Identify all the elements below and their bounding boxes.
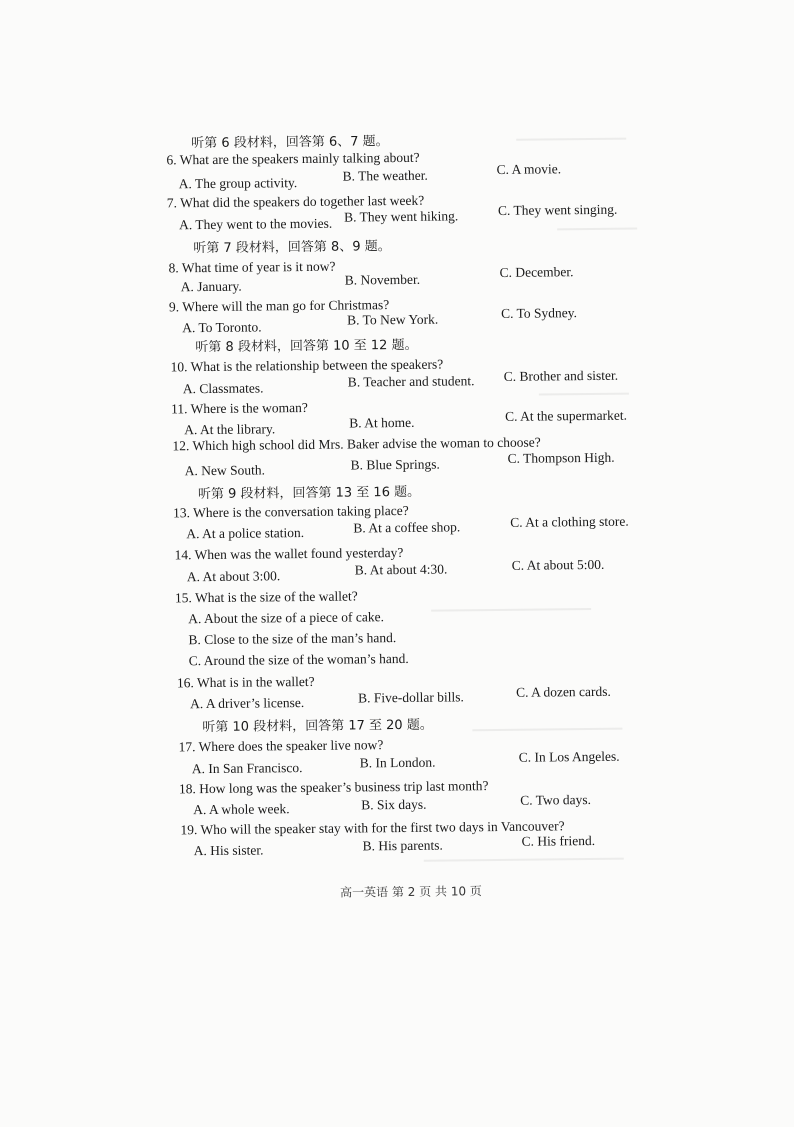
bleed-through-mark: [431, 608, 591, 612]
option-15a: A. About the size of a piece of cake.: [188, 609, 384, 627]
option-18b: B. Six days.: [361, 796, 427, 813]
option-7a: A. They went to the movies.: [179, 215, 333, 233]
question-10: 10. What is the relationship between the speakers?: [170, 356, 444, 375]
question-16: 16. What is in the wallet?: [176, 673, 315, 691]
option-12b: B. Blue Springs.: [350, 456, 440, 473]
option-11b: B. At home.: [349, 414, 415, 431]
question-12: 12. Which high school did Mrs. Baker advise the woman to choose?: [172, 434, 541, 454]
question-9: 9. Where will the man go for Christmas?: [168, 297, 390, 315]
option-8c: C. December.: [499, 264, 574, 280]
section-instruction: 听第 6 段材料，回答第 6、7 题。: [191, 134, 389, 152]
question-6: 6. What are the speakers mainly talking about?: [166, 149, 420, 168]
option-12a: A. New South.: [184, 462, 266, 479]
option-12c: C. Thompson High.: [507, 449, 615, 466]
option-14b: B. At about 4:30.: [354, 561, 448, 578]
option-8b: B. November.: [344, 271, 421, 288]
question-17: 17. Where does the speaker live now?: [178, 737, 384, 755]
option-10b: B. Teacher and student.: [347, 373, 475, 390]
section-instruction: 听第 7 段材料，回答第 8、9 题。: [193, 239, 391, 257]
question-11: 11. Where is the woman?: [170, 399, 308, 417]
option-10a: A. Classmates.: [182, 380, 264, 397]
option-19b: B. His parents.: [362, 837, 443, 854]
bleed-through-mark: [472, 728, 622, 732]
option-16a: A. A driver’s license.: [190, 695, 305, 712]
option-17b: B. In London.: [359, 754, 436, 771]
option-15c: C. Around the size of the woman’s hand.: [188, 650, 409, 669]
question-18: 18. How long was the speaker’s business trip last month?: [178, 778, 489, 797]
option-8a: A. January.: [180, 278, 242, 295]
option-17a: A. In San Francisco.: [191, 760, 303, 777]
option-14c: C. At about 5:00.: [511, 556, 605, 573]
option-9b: B. To New York.: [347, 311, 439, 328]
question-8: 8. What time of year is it now?: [168, 258, 336, 276]
option-13b: B. At a coffee shop.: [353, 519, 461, 536]
option-9a: A. To Toronto.: [182, 319, 262, 336]
option-13c: C. At a clothing store.: [510, 513, 629, 530]
question-14: 14. When was the wallet found yesterday?: [174, 544, 404, 563]
section-instruction: 听第 8 段材料，回答第 10 至 12 题。: [195, 337, 418, 356]
option-9c: C. To Sydney.: [500, 305, 578, 321]
option-16c: C. A dozen cards.: [515, 683, 611, 700]
question-7: 7. What did the speakers do together last week?: [166, 192, 425, 211]
page-footer: 高一英语 第 2 页 共 10 页: [340, 884, 482, 900]
question-19: 19. Who will the speaker stay with for the first two days in Vancouver?: [180, 818, 565, 838]
option-19a: A. His sister.: [193, 842, 264, 859]
option-17c: C. In Los Angeles.: [518, 748, 620, 765]
option-15b: B. Close to the size of the man’s hand.: [188, 630, 397, 648]
option-16b: B. Five-dollar bills.: [357, 689, 464, 706]
option-14a: A. At about 3:00.: [186, 568, 281, 585]
option-6b: B. The weather.: [342, 167, 428, 184]
section-instruction: 听第 10 段材料，回答第 17 至 20 题。: [202, 717, 433, 736]
option-6a: A. The group activity.: [178, 175, 298, 192]
option-18c: C. Two days.: [520, 792, 592, 808]
option-11c: C. At the supermarket.: [505, 407, 628, 424]
option-10c: C. Brother and sister.: [503, 367, 619, 384]
bleed-through-mark: [516, 138, 626, 141]
option-7c: C. They went singing.: [497, 201, 618, 218]
option-13a: A. At a police station.: [186, 525, 305, 542]
option-7b: B. They went hiking.: [343, 208, 459, 225]
bleed-through-mark: [539, 393, 629, 396]
question-13: 13. Where is the conversation taking place?: [173, 502, 409, 521]
section-instruction: 听第 9 段材料，回答第 13 至 16 题。: [197, 484, 421, 503]
option-6c: C. A movie.: [496, 161, 562, 177]
option-11a: A. At the library.: [184, 421, 276, 438]
option-18a: A. A whole week.: [193, 801, 290, 818]
question-15: 15. What is the size of the wallet?: [174, 588, 358, 606]
bleed-through-mark: [557, 228, 637, 231]
option-19c: C. His friend.: [521, 832, 596, 849]
bleed-through-mark: [424, 858, 624, 862]
